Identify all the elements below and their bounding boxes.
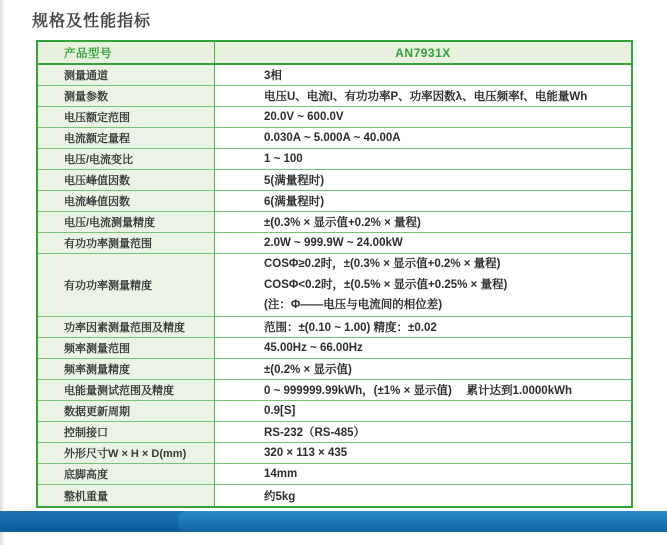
footer-bar-highlight	[178, 511, 667, 532]
table-row	[38, 107, 631, 128]
table-row	[38, 65, 631, 86]
row-label: 电压额定范围	[38, 107, 215, 127]
row-label: 底脚高度	[38, 464, 215, 484]
row-label: 频率测量范围	[38, 338, 215, 358]
row-value: 14mm	[264, 468, 298, 480]
row-label: 整机重量	[38, 485, 215, 506]
row-label: 有功功率测量精度	[38, 254, 215, 316]
row-value-line: COSΦ<0.2时，±(0.5% × 显示值+0.25% × 量程)	[264, 278, 508, 291]
row-label: 电能量测试范围及精度	[38, 380, 215, 400]
table-row	[38, 86, 631, 107]
row-label: 电压/电流测量精度	[38, 212, 215, 232]
product-model-value: AN7931X	[395, 45, 451, 60]
row-label: 电压峰值因数	[38, 170, 215, 190]
row-value: 6(满量程时)	[264, 196, 325, 208]
row-value	[215, 254, 631, 316]
row-value-line: (注：Φ——电压与电流间的相位差)	[264, 299, 443, 312]
table-row	[38, 317, 631, 338]
table-header-row	[38, 42, 631, 65]
row-label: 数据更新周期	[38, 401, 215, 421]
row-label: 电流额定量程	[38, 128, 215, 148]
product-model-label: 产品型号	[38, 42, 215, 63]
spec-table	[36, 40, 633, 508]
row-value: 1 ~ 100	[264, 153, 303, 165]
table-row	[38, 170, 631, 191]
row-label: 控制接口	[38, 422, 215, 442]
table-row	[38, 401, 631, 422]
page-title: 规格及性能指标	[32, 13, 152, 30]
row-value: 0 ~ 999999.99kWh，(±1% × 显示值) 累计达到1.0000kWh	[264, 385, 572, 397]
table-row	[38, 443, 631, 464]
table-row	[38, 233, 631, 254]
table-row	[38, 464, 631, 485]
row-value: ±(0.3% × 显示值+0.2% × 量程)	[264, 217, 421, 229]
table-row	[38, 212, 631, 233]
table-row	[38, 128, 631, 149]
row-value: 约5kg	[264, 490, 296, 503]
row-label: 测量参数	[38, 86, 215, 106]
row-value: ±(0.2% × 显示值)	[264, 364, 352, 376]
row-label: 测量通道	[38, 65, 215, 85]
table-row	[38, 422, 631, 443]
row-value: 20.0V ~ 600.0V	[264, 111, 344, 123]
row-label: 电压/电流变比	[38, 149, 215, 169]
table-row	[38, 485, 631, 506]
row-value-line: COSΦ≥0.2时，±(0.3% × 显示值+0.2% × 量程)	[264, 258, 501, 271]
row-value: RS-232（RS-485）	[264, 427, 365, 439]
row-value: 0.030A ~ 5.000A ~ 40.00A	[264, 132, 401, 144]
row-value: 320 × 113 × 435	[264, 447, 348, 459]
row-value: 5(满量程时)	[264, 175, 325, 187]
table-row	[38, 359, 631, 380]
row-value: 45.00Hz ~ 66.00Hz	[264, 342, 363, 354]
page-edge-shadow	[0, 0, 5, 545]
row-label: 电流峰值因数	[38, 191, 215, 211]
row-value: 范围：±(0.10 ~ 1.00) 精度：±0.02	[264, 322, 437, 334]
row-value: 2.0W ~ 999.9W ~ 24.00kW	[264, 237, 403, 249]
table-row	[38, 338, 631, 359]
table-row	[38, 149, 631, 170]
table-row	[38, 191, 631, 212]
row-value: 电压U、电流I、有功功率P、功率因数λ、电压频率f、电能量Wh	[264, 91, 588, 103]
table-row	[38, 254, 631, 317]
row-label: 功率因素测量范围及精度	[38, 317, 215, 337]
row-label: 有功功率测量范围	[38, 233, 215, 253]
footer-bar	[0, 511, 667, 532]
row-value: 0.9[S]	[264, 405, 296, 417]
table-row	[38, 380, 631, 401]
row-label: 频率测量精度	[38, 359, 215, 379]
row-label: 外形尺寸W × H × D(mm)	[38, 443, 215, 463]
row-value: 3相	[264, 70, 282, 82]
